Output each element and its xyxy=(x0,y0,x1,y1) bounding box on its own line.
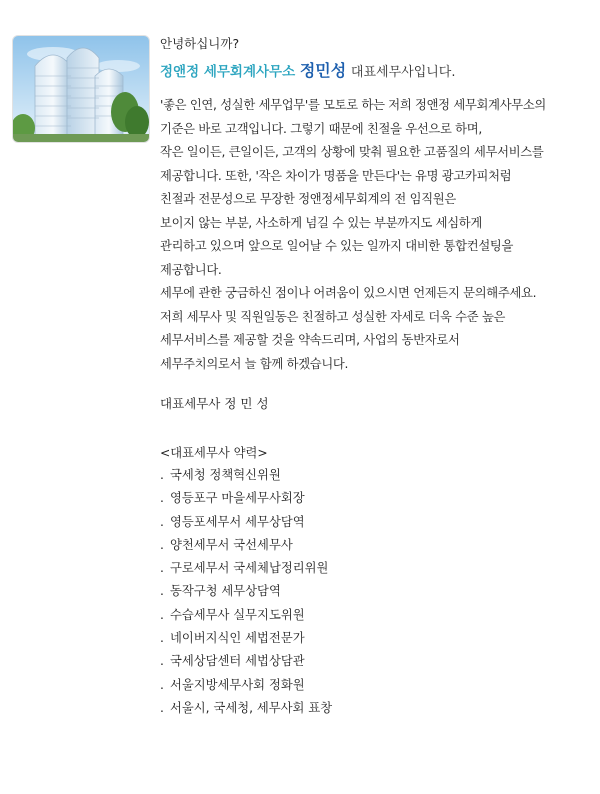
career-item: . 서울시, 국세청, 세무사회 표창 xyxy=(160,697,590,720)
body-line: 세무주치의로서 늘 함께 하겠습니다. xyxy=(160,356,349,371)
bullet-dot: . xyxy=(160,677,164,692)
message-content xyxy=(160,36,590,720)
intro-rest: 대표세무사입니다. xyxy=(350,65,456,80)
body-line: 저희 세무사 및 직원일동은 친절하고 성실한 자세로 더욱 수준 높은 xyxy=(160,309,506,324)
body-line: 세무에 관한 궁금하신 점이나 어려움이 있으시면 언제든지 문의해주세요. xyxy=(160,286,537,300)
bullet-dot: . xyxy=(160,468,164,482)
bullet-dot: . xyxy=(160,561,164,576)
body-line: '좋은 인연, 성실한 세무업무'를 모토로 하는 저희 정앤정 세무회계사무소의 xyxy=(160,98,547,112)
body-line: 제공합니다. xyxy=(160,262,222,277)
career-item: . 양천세무서 국선세무사 xyxy=(160,534,590,557)
career-item: . 영등포구 마을세무사회장 xyxy=(160,487,590,510)
bullet-dot: . xyxy=(160,514,164,529)
body-line: 보이지 않는 부분, 사소하게 넘길 수 있는 부분까지도 세심하게 xyxy=(160,215,482,230)
career-item: . 동작구청 세무상담역 xyxy=(160,580,590,603)
intro-line xyxy=(160,62,590,82)
bullet-dot: . xyxy=(160,631,164,646)
firm-name: 정앤정 세무회계사무소 xyxy=(160,64,296,80)
bullet-dot: . xyxy=(160,491,164,506)
career-list xyxy=(160,464,590,720)
bullet-dot: . xyxy=(160,584,164,599)
body-line: 세무서비스를 제공할 것을 약속드리며, 사업의 동반자로서 xyxy=(160,333,460,347)
bullet-dot: . xyxy=(160,700,164,715)
message-body xyxy=(160,94,590,376)
body-line: 작은 일이든, 큰일이든, 고객의 상황에 맞춰 필요한 고품질의 세무서비스를 xyxy=(160,145,544,159)
career-item: . 서울지방세무사회 정화원 xyxy=(160,674,590,697)
signature: 대표세무사 정 민 성 xyxy=(160,396,269,411)
career-item: . 네이버지식인 세법전문가 xyxy=(160,627,590,650)
bullet-dot: . xyxy=(160,654,164,669)
career-item: . 국세상담센터 세법상담관 xyxy=(160,650,590,673)
bullet-dot: . xyxy=(160,537,164,552)
career-item: . 영등포세무서 세무상담역 xyxy=(160,511,590,534)
greeting-text: 안녕하십니까? xyxy=(160,36,240,51)
representative-name: 정민성 xyxy=(299,61,347,80)
career-heading: <대표세무사 약력> xyxy=(160,446,268,460)
career-item: . 국세청 정책혁신위원 xyxy=(160,464,590,487)
body-line: 친절과 전문성으로 무장한 정앤정세무회계의 전 임직원은 xyxy=(160,192,456,206)
office-building-icon xyxy=(13,36,149,142)
body-line: 기준은 바로 고객입니다. 그렇기 때문에 친절을 우선으로 하며, xyxy=(160,121,482,136)
body-line: 관리하고 있으며 앞으로 일어날 수 있는 일까지 대비한 통합컨설팅을 xyxy=(160,239,514,253)
office-building-photo xyxy=(12,35,150,143)
bullet-dot: . xyxy=(160,607,164,622)
career-item: . 구로세무서 국세체납정리위원 xyxy=(160,557,590,580)
career-section xyxy=(160,442,590,720)
body-line: 제공합니다. 또한, '작은 차이가 명품을 만든다'는 유명 광고카피처럼 xyxy=(160,168,512,183)
career-item: . 수습세무사 실무지도위원 xyxy=(160,604,590,627)
